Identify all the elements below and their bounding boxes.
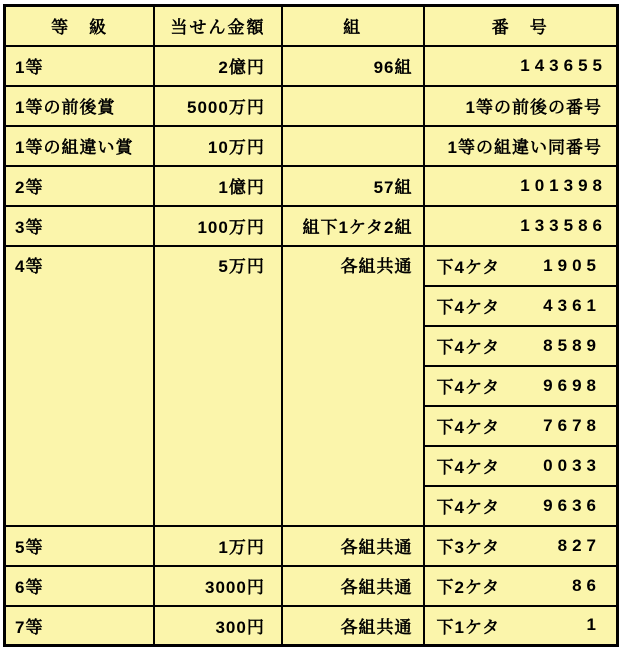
rank-cell: 4等 (5, 246, 155, 526)
winning-number: 4361 (543, 295, 601, 315)
number-cell (424, 166, 618, 206)
group-cell: 各組共通 (282, 566, 424, 606)
rank-cell: 5等 (5, 526, 155, 566)
number-cell: 1等の組違い同番号 (424, 126, 618, 166)
prize-cell: 300円 (154, 606, 282, 646)
winning-number: 143655 (520, 55, 607, 75)
rank-cell: 2等 (5, 166, 155, 206)
winning-number: 1 (586, 615, 601, 635)
winning-number: 9636 (543, 495, 601, 515)
winning-number: 827 (557, 535, 601, 555)
number-cell (424, 406, 618, 446)
number-cell (424, 606, 618, 646)
number-cell (424, 206, 618, 246)
winning-number: 86 (572, 575, 601, 595)
winning-number: 101398 (520, 175, 607, 195)
digit-label: 下1ケタ (436, 617, 501, 637)
number-cell (424, 446, 618, 486)
prize-cell: 1万円 (154, 526, 282, 566)
table-row (5, 566, 618, 606)
group-cell: 96組 (282, 46, 424, 86)
group-cell: 57組 (282, 166, 424, 206)
prize-cell: 10万円 (154, 126, 282, 166)
group-cell (282, 126, 424, 166)
winning-number: 7678 (543, 415, 601, 435)
number-cell (424, 486, 618, 526)
table-row (5, 526, 618, 566)
winning-number: 8589 (543, 335, 601, 355)
lottery-results-table (3, 4, 619, 647)
table-row (5, 126, 618, 166)
number-cell (424, 366, 618, 406)
digit-label: 下4ケタ (436, 378, 501, 397)
group-cell: 組下1ケタ2組 (282, 206, 424, 246)
header-row (5, 6, 618, 46)
prize-cell: 100万円 (154, 206, 282, 246)
group-cell: 各組共通 (282, 606, 424, 646)
rank-cell: 6等 (5, 566, 155, 606)
header-cell-group: 組 (282, 6, 424, 46)
number-cell (424, 526, 618, 566)
winning-number: 133586 (520, 215, 607, 235)
table-row (5, 606, 618, 646)
rank-cell: 1等の前後賞 (5, 86, 155, 126)
number-cell (424, 246, 618, 286)
header-cell-number: 番 号 (424, 6, 618, 46)
group-cell (282, 86, 424, 126)
digit-label: 下4ケタ (436, 338, 501, 357)
prize-cell: 5万円 (154, 246, 282, 526)
digit-label: 下3ケタ (436, 538, 501, 557)
number-cell (424, 46, 618, 86)
digit-label: 下4ケタ (436, 298, 501, 317)
table-row (5, 246, 618, 286)
rank-cell: 1等の組違い賞 (5, 126, 155, 166)
rank-cell: 3等 (5, 206, 155, 246)
winning-number: 9698 (543, 375, 601, 395)
group-cell: 各組共通 (282, 246, 424, 526)
digit-label: 下4ケタ (436, 498, 501, 517)
table-row (5, 206, 618, 246)
table-row (5, 166, 618, 206)
rank-cell: 7等 (5, 606, 155, 646)
header-cell-prize: 当せん金額 (154, 6, 282, 46)
prize-cell: 3000円 (154, 566, 282, 606)
number-cell (424, 286, 618, 326)
rank-cell: 1等 (5, 46, 155, 86)
digit-label: 下4ケタ (436, 458, 501, 477)
group-cell: 各組共通 (282, 526, 424, 566)
digit-label: 下4ケタ (436, 258, 501, 277)
number-cell: 1等の前後の番号 (424, 86, 618, 126)
prize-cell: 5000万円 (154, 86, 282, 126)
digit-label: 下2ケタ (436, 578, 501, 597)
prize-cell: 2億円 (154, 46, 282, 86)
winning-number: 0033 (543, 455, 601, 475)
prize-cell: 1億円 (154, 166, 282, 206)
number-cell (424, 566, 618, 606)
header-cell-rank: 等 級 (5, 6, 155, 46)
winning-number: 1905 (543, 255, 601, 275)
table-row (5, 86, 618, 126)
table-row (5, 46, 618, 86)
number-cell (424, 326, 618, 366)
digit-label: 下4ケタ (436, 418, 501, 437)
